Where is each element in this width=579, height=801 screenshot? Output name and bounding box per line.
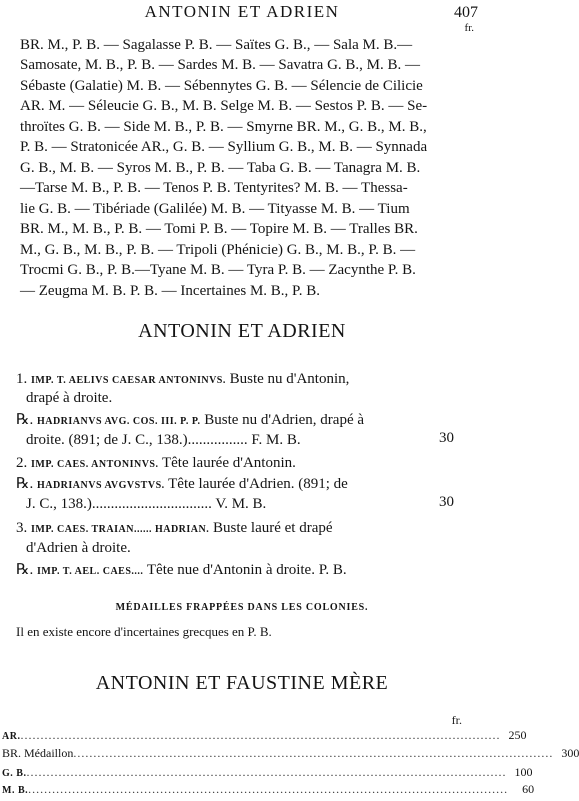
entry-line [16,560,347,582]
price-row-label: G. B. [2,768,27,779]
entry-description: Buste nu d'Antonin, [229,371,350,387]
leader-dots: ........................................................................................................................ [26,765,507,779]
leader-dots: ........................................................................................................................ [73,746,554,760]
entry-description: Buste lauré et drapé [213,520,333,536]
price-column-unit: fr. [451,713,462,727]
running-head: ANTONIN ET ADRIEN [144,2,340,21]
price-row-label: AR. [2,731,21,742]
price-row-value: 60 [522,782,535,796]
coin-legend: IMP. CAES. ANTONINVS. [31,459,159,470]
leader-dots: ........................................................................................................................ [28,782,509,796]
entry-number: 3. [16,520,28,536]
colonies-note: Il en existe encore d'incertaines grecques en P. B. [16,624,272,639]
price-row-label: BR. Médaillon [2,746,74,760]
list-line: P. B. — Stratonicée AR., G. B. — Syllium G. B., M. B. — Synnada [20,139,428,155]
list-line: —Tarse M. B., P. B. — Tenos P. B. Tentyrites? M. B. — Thessa- [20,180,408,196]
entry-continuation: droite. (891; de J. C., 138.)................ F. M. B. [26,432,301,448]
entry-line [16,518,333,540]
entry-price: 30 [439,494,454,510]
entry-continuation: drapé à droite. [26,390,113,406]
list-line: BR. M., M. B., P. B. — Tomi P. B. — Topire M. B. — Tralles BR. [20,221,418,237]
list-line: Sébaste (Galatie) M. B. — Sébennytes G. B. — Sélencie de Cilicie [20,78,423,94]
entry-number: 1. [16,371,28,387]
entry-description: Tête nue d'Antonin à droite. P. B. [146,562,347,578]
list-line: — Zeugma M. B. P. B. — Incertaines M. B., P. B. [20,283,320,299]
entry-line [16,453,296,475]
section-title: ANTONIN ET FAUSTINE MÈRE [95,672,389,694]
price-row [2,765,533,780]
price-row-label: M. B. [2,785,29,796]
price-row [2,782,535,797]
list-line: G. B., M. B. — Syros M. B., P. B. — Taba G. B. — Tanagra M. B. [20,160,421,176]
entry-description: Tête laurée d'Antonin. [161,455,296,471]
page-unit: fr. [464,22,474,34]
list-line: lie G. B. — Tibériade (Galilée) M. B. — Tityasse M. B. — Tium [20,201,410,217]
list-line: BR. M., P. B. — Sagalasse P. B. — Saïtes G. B., — Sala M. B.— [20,37,413,53]
price-row [2,746,579,761]
price-row-value: 300 [561,746,579,760]
price-row [2,728,527,743]
coin-legend: IMP. CAES. TRAIAN...... HADRIAN. [31,524,210,535]
entry-description: Buste nu d'Adrien, drapé à [204,412,365,428]
entry-continuation: J. C., 138.)................................ V. M. B. [26,496,267,512]
section-title: ANTONIN ET ADRIEN [138,320,346,342]
leader-dots: ........................................................................................................................ [20,728,501,742]
entry-line [16,410,364,432]
entry-number: 2. [16,455,28,471]
coin-legend: IMP. T. AEL. CAES.... [36,566,144,577]
price-row-value: 100 [514,765,533,779]
entry-description: Tête laurée d'Adrien. (891; de [168,476,348,492]
list-line: Samosate, M. B., P. B. — Sardes M. B. — Savatra G. B., M. B. — [20,57,421,73]
list-line: AR. M. — Séleucie G. B., M. B. Selge M. B. — Sestos P. B. — Se- [20,98,428,114]
entry-price: 30 [439,430,454,446]
list-line: M., G. B., M. B., P. B. — Tripoli (Phénicie) G. B., M. B., P. B. — [20,242,416,258]
entry-continuation: d'Adrien à droite. [26,540,131,556]
list-line: throïtes G. B. — Side M. B., P. B. — Smyrne BR. M., G. B., M. B., [20,119,427,135]
coin-legend: IMP. T. AELIVS CAESAR ANTONINVS. [31,375,226,386]
page-number: 407 [454,4,478,21]
coin-legend: HADRIANVS AVG. COS. III. P. P. [36,416,201,427]
reverse-mark: ℞. [16,562,34,578]
colonies-heading: MÉDAILLES FRAPPÉES DANS LES COLONIES. [115,602,369,613]
price-row-value: 250 [508,728,527,742]
coin-legend: HADRIANVS AVGVSTVS. [36,480,165,491]
list-line: Trocmi G. B., P. B.—Tyane M. B. — Tyra P. B. — Zacynthe P. B. [20,262,416,278]
reverse-mark: ℞. [16,412,34,428]
reverse-mark: ℞. [16,476,34,492]
entry-line [16,474,348,496]
